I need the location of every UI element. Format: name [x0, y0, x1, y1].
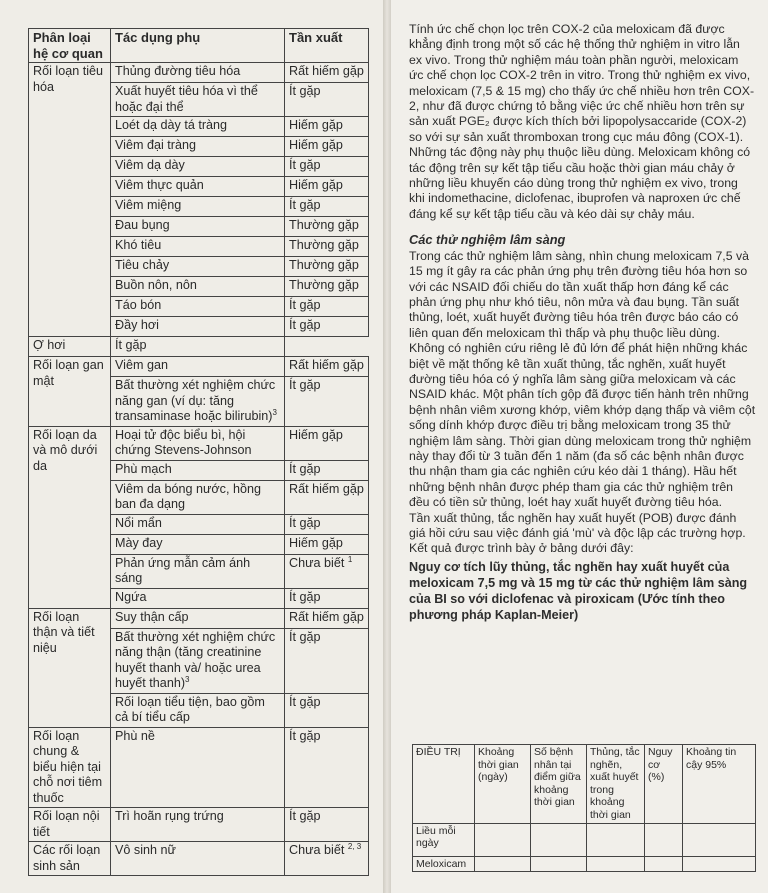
side-effect-text: Ợ hơi [33, 338, 66, 352]
frequency-cell [285, 588, 369, 608]
frequency-text: Ít gặp [289, 298, 321, 312]
frequency-text: Thường gặp [289, 278, 359, 292]
side-effect-cell [111, 628, 285, 693]
table-row [29, 426, 369, 460]
side-effect-cell [111, 534, 285, 554]
frequency-cell [285, 117, 369, 137]
posb-header-interval: Khoảng thời gian (ngày) [475, 745, 531, 824]
frequency-cell [285, 257, 369, 277]
frequency-cell [285, 317, 369, 337]
side-effect-cell [111, 608, 285, 628]
side-effect-cell [111, 808, 285, 842]
footnote-marker: 1 [347, 554, 353, 564]
side-effect-cell [111, 137, 285, 157]
posb-header-pob: Thủng, tắc nghẽn, xuất huyết trong khoảng thời gian [587, 745, 645, 824]
posb-cell [531, 823, 587, 856]
side-effect-text: Buồn nôn, nôn [115, 278, 197, 292]
side-effect-cell [111, 197, 285, 217]
frequency-cell [285, 63, 369, 83]
frequency-cell [285, 693, 369, 727]
side-effect-text: Phản ứng mẫn cảm ánh sáng [115, 555, 251, 585]
frequency-cell [285, 197, 369, 217]
footnote-marker: 2, 3 [347, 841, 362, 851]
organ-system-cell: Rối loạn da và mô dưới da [29, 426, 111, 608]
frequency-cell [285, 608, 369, 628]
side-effect-text: Loét dạ dày tá tràng [115, 118, 228, 132]
frequency-text: Chưa biết [289, 843, 345, 857]
posb-header-row [413, 745, 756, 824]
frequency-text: Hiếm gặp [289, 535, 343, 550]
side-effect-text: Xuất huyết tiêu hóa vì thể hoặc đại thể [115, 84, 258, 114]
frequency-text: Ít gặp [115, 338, 147, 352]
frequency-text: Rất hiếm gặp [289, 609, 364, 624]
side-effect-cell [111, 297, 285, 317]
table-header-row [29, 29, 369, 63]
posb-cell [475, 856, 531, 872]
frequency-cell [285, 554, 369, 588]
header-frequency: Tần xuất [285, 29, 369, 63]
posb-cell-meloxicam-label: Meloxicam [413, 856, 475, 872]
frequency-text: Ít gặp [289, 84, 321, 98]
section-heading-clinical-trials: Các thử nghiệm lâm sàng [409, 232, 566, 248]
adverse-effects-body [29, 63, 369, 876]
frequency-text: Thường gặp [289, 238, 359, 252]
frequency-text: Ít gặp [289, 515, 321, 530]
side-effect-cell [29, 337, 111, 357]
frequency-cell [285, 628, 369, 693]
side-effect-text: Viêm đại tràng [115, 138, 196, 152]
footnote-marker: 3 [185, 674, 190, 684]
side-effect-text: Bất thường xét nghiệm chức năng gan (ví dụ: tăng transaminase hoặc bilirubin) [115, 378, 276, 423]
right-column-text [409, 22, 756, 623]
posb-cell [683, 823, 756, 856]
frequency-cell [285, 297, 369, 317]
paragraph-cox2-selectivity: Tính ức chế chọn lọc trên COX-2 của meloxicam đã được khẳng định trong một số các hệ thống thử nghiệm in vitro lẫn ex vivo. Trong thử nghiệm máu toàn phần người, meloxicam ức chế chọn lọc COX-2 trên in vitro. Trong thử nghiệm ex vivo, meloxicam (7,5 & 15 mg) cho thấy ức chế nhiều hơn trên COX-2, như đã được chứng tỏ bằng việc ức chế nhiều hơn trên sự sản xuất PGE₂ được kích thích bởi lipopolysaccaride (COX-2) so với sự sản xuất thromboxan trong cục máu đông (COX-1). Những tác động này phụ thuộc liều dùng. Meloxicam không có tác động trên sự kết tập tiểu cầu hoặc thời gian máu chảy ở những liều khuyến cáo dùng trong thử nghiệm ex vivo, trong khi indomethacine, diclofenac, ibuprofen và naproxen ức chế đáng kể sự kết tập tiểu cầu và kéo dài sự chảy máu. [409, 22, 755, 221]
table-row [29, 727, 369, 808]
side-effect-cell [111, 842, 285, 876]
side-effect-cell [111, 117, 285, 137]
frequency-cell [285, 217, 369, 237]
side-effect-cell [111, 157, 285, 177]
frequency-text: Thường gặp [289, 258, 359, 272]
side-effect-text: Viêm gan [115, 358, 168, 372]
side-effect-cell [111, 480, 285, 514]
posb-risk-table [412, 744, 756, 872]
frequency-text: Rất hiếm gặp [289, 358, 364, 372]
frequency-text: Hiếm gặp [289, 427, 343, 442]
frequency-text: Chưa biết [289, 555, 345, 570]
frequency-cell [285, 460, 369, 480]
side-effect-cell [111, 377, 285, 427]
side-effect-text: Viêm da bóng nước, hồng ban đa dạng [115, 481, 261, 511]
organ-system-cell: Rối loạn nội tiết [29, 808, 111, 842]
side-effect-text: Trì hoãn rụng trứng [115, 809, 224, 823]
side-effect-text: Hoại tử độc biểu bì, hội chứng Stevens-Johnson [115, 427, 252, 457]
frequency-text: Ít gặp [289, 158, 321, 172]
side-effect-cell [111, 257, 285, 277]
frequency-cell [111, 337, 285, 357]
organ-system-cell: Rối loạn chung & biểu hiện tại chỗ nơi tiêm thuốc [29, 727, 111, 808]
side-effect-text: Nổi mẩn [115, 515, 162, 530]
table-row [29, 608, 369, 628]
frequency-text: Ít gặp [289, 318, 321, 332]
posb-table-title: Nguy cơ tích lũy thủng, tắc nghẽn hay xuất huyết của meloxicam 7,5 mg và 15 mg từ các thử nghiệm lâm sàng của BI so với diclofenac và piroxicam (Ước tính theo phương pháp Kaplan-Meier) [409, 559, 748, 622]
frequency-cell [285, 157, 369, 177]
side-effect-text: Viêm thực quản [115, 178, 204, 192]
posb-cell [645, 823, 683, 856]
frequency-text: Thường gặp [289, 218, 359, 232]
posb-row-meloxicam [413, 856, 756, 872]
side-effect-cell [111, 514, 285, 534]
frequency-cell [285, 357, 369, 377]
frequency-cell [285, 277, 369, 297]
side-effect-text: Viêm miệng [115, 198, 182, 212]
frequency-text: Ít gặp [289, 809, 321, 823]
side-effect-text: Mày đay [115, 535, 163, 550]
header-system: Phân loại hệ cơ quan [29, 29, 111, 63]
side-effect-text: Đau bụng [115, 218, 170, 232]
frequency-cell [285, 237, 369, 257]
side-effect-text: Vô sinh nữ [115, 843, 176, 857]
posb-cell [587, 823, 645, 856]
adverse-effects-table [28, 28, 369, 876]
table-row [29, 842, 369, 876]
organ-system-cell: Rối loạn thận và tiết niệu [29, 608, 111, 727]
frequency-text: Ít gặp [289, 198, 321, 212]
side-effect-cell [111, 217, 285, 237]
frequency-cell [285, 808, 369, 842]
side-effect-cell [111, 426, 285, 460]
table-row [29, 337, 369, 357]
paragraph-clinical-overview: Trong các thử nghiệm lâm sàng, nhìn chung meloxicam 7,5 và 15 mg ít gây ra các phản ứng phụ trên đường tiêu hóa hơn so với các NSAID đối chiếu do tần xuất thấp hơn đáng kể các phản ứng phụ như khó tiêu, nôn mửa và đau bụng. Tần suất thủng, loét, xuất huyết đường tiêu hóa trên được báo cáo có liên quan đến meloxicam thì thấp và phụ thuộc liều dùng. [409, 248, 749, 340]
frequency-cell [285, 514, 369, 534]
frequency-cell [285, 480, 369, 514]
frequency-text: Ít gặp [289, 378, 321, 392]
side-effect-text: Viêm dạ dày [115, 158, 185, 172]
paragraph-pob-evaluation: Tần xuất thủng, tắc nghẽn hay xuất huyết (POB) được đánh giá hồi cứu sau việc đánh giá 'mù' và độc lập các trường hợp. [409, 510, 746, 540]
frequency-text: Hiếm gặp [289, 118, 343, 132]
posb-cell [531, 856, 587, 872]
side-effect-text: Táo bón [115, 298, 162, 312]
frequency-cell [285, 83, 369, 117]
posb-cell [475, 823, 531, 856]
frequency-cell [285, 842, 369, 876]
side-effect-cell [111, 177, 285, 197]
side-effect-text: Suy thận cấp [115, 609, 189, 624]
side-effect-text: Phù nề [115, 728, 155, 743]
organ-system-cell: Rối loạn tiêu hóa [29, 63, 111, 337]
posb-cell [645, 856, 683, 872]
posb-header-ci: Khoảng tin cậy 95% [683, 745, 756, 824]
posb-header-patients: Số bệnh nhân tại điểm giữa khoảng thời gian [531, 745, 587, 824]
frequency-cell [285, 426, 369, 460]
frequency-cell [285, 137, 369, 157]
side-effect-text: Thủng đường tiêu hóa [115, 64, 241, 78]
paragraph-meta-analysis: Không có nghiên cứu riêng lẻ đủ lớn để phát hiện những khác biệt về mặt thống kê tần xuất thủng, tắc nghẽn, xuất huyết đường tiêu hóa có ý nghĩa lâm sàng giữa meloxicam và các NSAID khác. Một phân tích gộp đã được tiến hành trên những bệnh nhân viêm xương khớp, viêm khớp dạng thấp và viêm cột sống dính khớp được điều trị bằng meloxicam trong 35 thử nghiệm lâm sàng. Thời gian dùng meloxicam trong thử nghiệm này thay đổi từ 3 tuần đến 1 năm (đa số các bệnh nhân được thu nhận tham gia các nghiên cứu kéo dài 1 tháng). Hầu hết những bệnh nhân được phép tham gia các thử nghiệm trên đều có tiền sử thủng, loét hay xuất huyết đường tiêu hóa. [409, 341, 756, 510]
frequency-text: Ít gặp [289, 728, 321, 743]
frequency-text: Hiếm gặp [289, 138, 343, 152]
side-effect-cell [111, 693, 285, 727]
organ-system-cell: Các rối loạn sinh sản [29, 842, 111, 876]
frequency-cell [285, 177, 369, 197]
posb-cell-dose-label: Liều mỗi ngày [413, 823, 475, 856]
header-effect: Tác dụng phụ [111, 29, 285, 63]
table-row [29, 63, 369, 83]
side-effect-text: Rối loạn tiểu tiện, bao gồm cả bí tiểu cấp [115, 694, 265, 724]
table-row [29, 357, 369, 377]
side-effect-cell [111, 63, 285, 83]
frequency-cell [285, 727, 369, 808]
paragraph-results-intro: Kết quả được trình bày ở bảng dưới đây: [409, 541, 634, 556]
side-effect-cell [111, 83, 285, 117]
frequency-cell [285, 377, 369, 427]
side-effect-text: Tiêu chảy [115, 258, 170, 272]
side-effect-cell [111, 554, 285, 588]
posb-header-risk: Nguy cơ (%) [645, 745, 683, 824]
frequency-text: Ít gặp [289, 629, 321, 644]
organ-system-cell: Rối loạn gan mật [29, 357, 111, 427]
frequency-text: Rất hiếm gặp [289, 64, 364, 78]
side-effect-text: Phù mạch [115, 461, 172, 476]
posb-cell [587, 856, 645, 872]
side-effect-cell [111, 277, 285, 297]
side-effect-cell [111, 588, 285, 608]
frequency-text: Ít gặp [289, 589, 321, 604]
frequency-text: Ít gặp [289, 461, 321, 476]
posb-row-dose [413, 823, 756, 856]
side-effect-cell [111, 460, 285, 480]
side-effect-cell [111, 727, 285, 808]
posb-cell [683, 856, 756, 872]
side-effect-cell [111, 317, 285, 337]
page-fold [383, 0, 391, 893]
table-row [29, 808, 369, 842]
frequency-text: Rất hiếm gặp [289, 481, 364, 496]
side-effect-text: Đầy hơi [115, 318, 159, 332]
side-effect-text: Bất thường xét nghiệm chức năng thận (tăng creatinine huyết thanh và/ hoặc urea huyết thanh) [115, 629, 276, 690]
side-effect-cell [111, 357, 285, 377]
posb-header-treatment: ĐIỀU TRỊ [413, 745, 475, 824]
frequency-cell [285, 534, 369, 554]
side-effect-cell [111, 237, 285, 257]
side-effect-text: Ngứa [115, 589, 147, 604]
frequency-text: Hiếm gặp [289, 178, 343, 192]
side-effect-text: Khó tiêu [115, 238, 162, 252]
frequency-text: Ít gặp [289, 694, 321, 709]
footnote-marker: 3 [272, 407, 277, 417]
